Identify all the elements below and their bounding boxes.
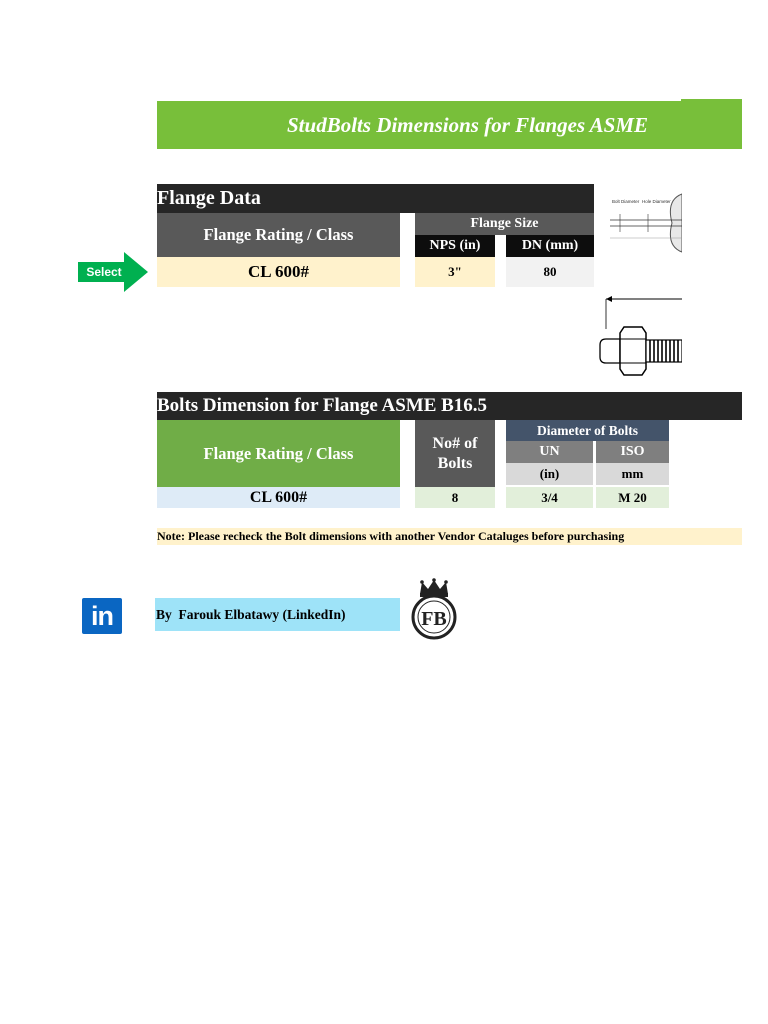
disclaimer-note: Note: Please recheck the Bolt dimensions with another Vendor Cataluges before purchasing: [157, 528, 742, 545]
bolt-diameter-label: Bolt Diameter: [612, 199, 640, 204]
iso-header: ISO: [596, 441, 669, 463]
un-header: UN: [506, 441, 593, 463]
bolts-rating-header: Flange Rating / Class: [157, 420, 400, 487]
dn-header: DN (mm): [506, 235, 594, 257]
flange-rating-select[interactable]: CL 600#: [157, 257, 400, 287]
author-link[interactable]: By Farouk Elbatawy (LinkedIn): [155, 598, 400, 631]
diameter-header: Diameter of Bolts: [506, 420, 669, 441]
nps-header: NPS (in): [415, 235, 495, 257]
bolt-count-value: 8: [415, 487, 495, 508]
linkedin-icon[interactable]: in: [82, 598, 122, 634]
un-unit: (in): [506, 463, 593, 485]
hole-diameter-label: Hole Diameter: [642, 199, 671, 204]
flange-data-heading: Flange Data: [157, 184, 594, 213]
title-banner: [157, 101, 742, 149]
bolt-count-header: No# of Bolts: [415, 420, 495, 487]
page-title: StudBolts Dimensions for Flanges ASME: [287, 113, 648, 137]
dn-value: 80: [506, 257, 594, 287]
bolts-rating-value: CL 600#: [157, 487, 400, 508]
title-banner-end: [681, 99, 742, 149]
logo-letters: FB: [421, 608, 447, 630]
iso-value: M 20: [596, 487, 669, 508]
iso-unit: mm: [596, 463, 669, 485]
flange-size-header: Flange Size: [415, 213, 594, 235]
fb-logo-icon: [408, 578, 460, 640]
nps-select[interactable]: 3": [415, 257, 495, 287]
flange-diagram-image: [600, 190, 682, 256]
bolts-dimension-heading: Bolts Dimension for Flange ASME B16.5: [157, 392, 742, 420]
flange-rating-header: Flange Rating / Class: [157, 213, 400, 257]
select-label: Select: [86, 265, 122, 279]
un-value: 3/4: [506, 487, 593, 508]
stud-bolt-image: [598, 293, 682, 378]
